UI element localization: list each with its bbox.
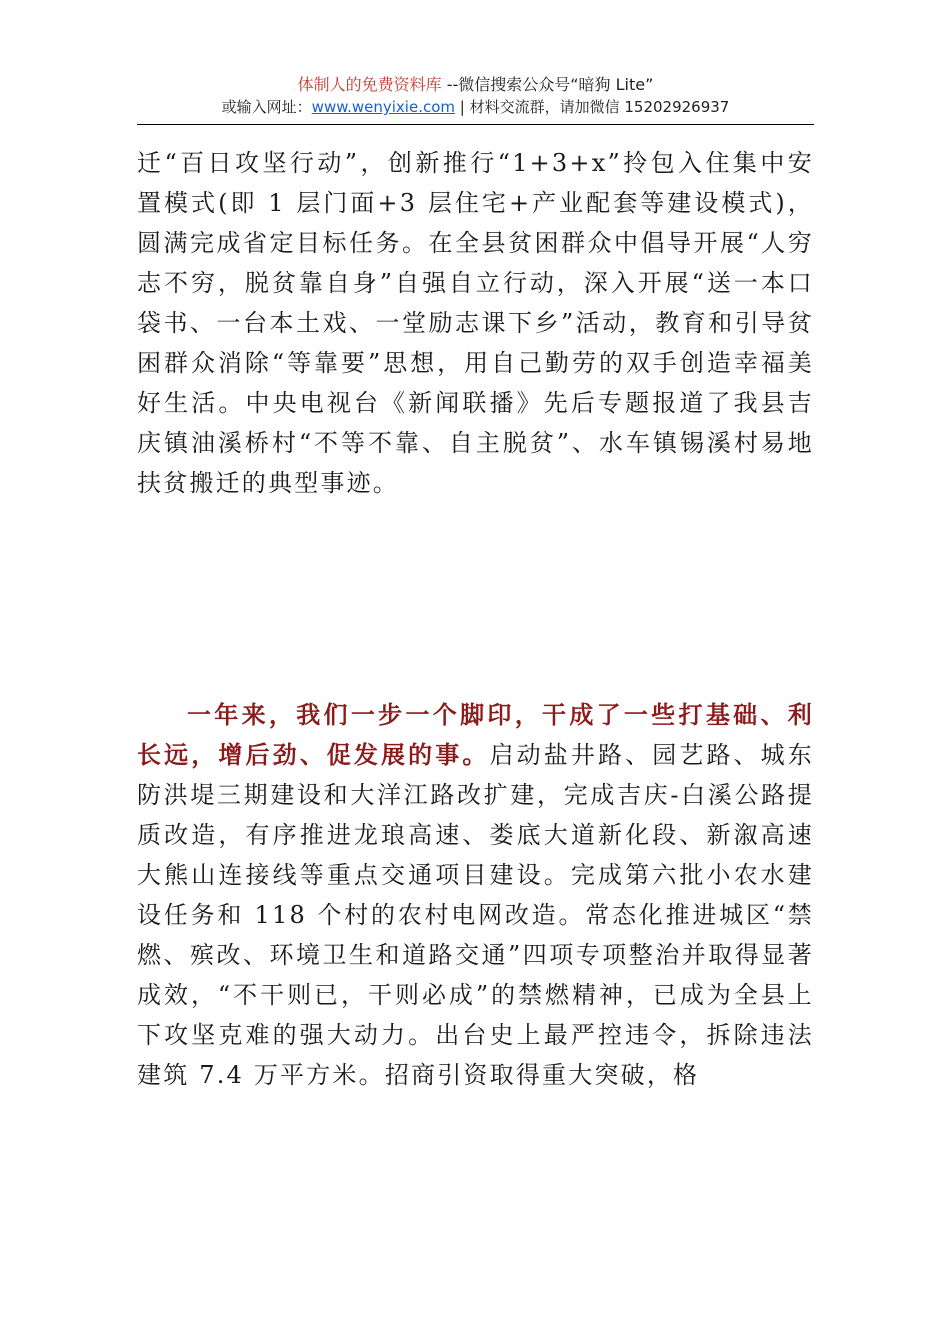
paragraph-1 [137, 143, 814, 503]
header-brand: 体制人的免费资料库 [297, 75, 442, 94]
header-url-prefix: 或输入网址： [221, 98, 312, 116]
page-header [137, 74, 814, 118]
header-contact-line [137, 96, 814, 118]
paragraph-2-lead: 一年来，我们一步一个脚印，干成了一些打基础、利长远，增后劲、促发展的事。 [137, 700, 814, 769]
paragraph-1-text: 迁“百日攻坚行动”，创新推行“1+3+x”拎包入住集中安置模式(即 1 层门面+3 层住宅+产业配套等建设模式)，圆满完成省定目标任务。在全县贫困群众中倡导开展“人穷志不穷，脱贫靠自身”自强自立行动，深入开展“送一本口袋书、一台本土戏、一堂励志课下乡”活动，教育和引导贫困群众消除“等靠要”思想，用自己勤劳的双手创造幸福美好生活。中央电视台《新闻联播》先后专题报道了我县吉庆镇油溪桥村“不等不靠、自主脱贫”、水车镇锡溪村易地扶贫搬迁的典型事迹。 [137, 149, 814, 497]
paragraph-2 [137, 695, 814, 1095]
header-tagline: --微信搜索公众号“暗狗 Lite” [441, 75, 654, 94]
paragraph-2-text: 启动盐井路、园艺路、城东防洪堤三期建设和大洋江路改扩建，完成吉庆-白溪公路提质改造，有序推进龙琅高速、娄底大道新化段、新溆高速大熊山连接线等重点交通项目建设。完成第六批小农水建设任务和 118 个村的农村电网改造。常态化推进城区“禁燃、殡改、环境卫生和道路交通”四项专项整治并取得显著成效，“不干则已，干则必成”的禁燃精神，已成为全县上下攻坚克难的强大动力。出台史上最严控违令，拆除违法建筑 7.4 万平方米。招商引资取得重大突破，格 [137, 741, 814, 1089]
header-title-line [137, 74, 814, 96]
header-contact: | 材料交流群，请加微信 15202926937 [455, 98, 730, 116]
header-divider [137, 124, 814, 125]
header-website-link[interactable]: www.wenyixie.com [311, 98, 455, 116]
